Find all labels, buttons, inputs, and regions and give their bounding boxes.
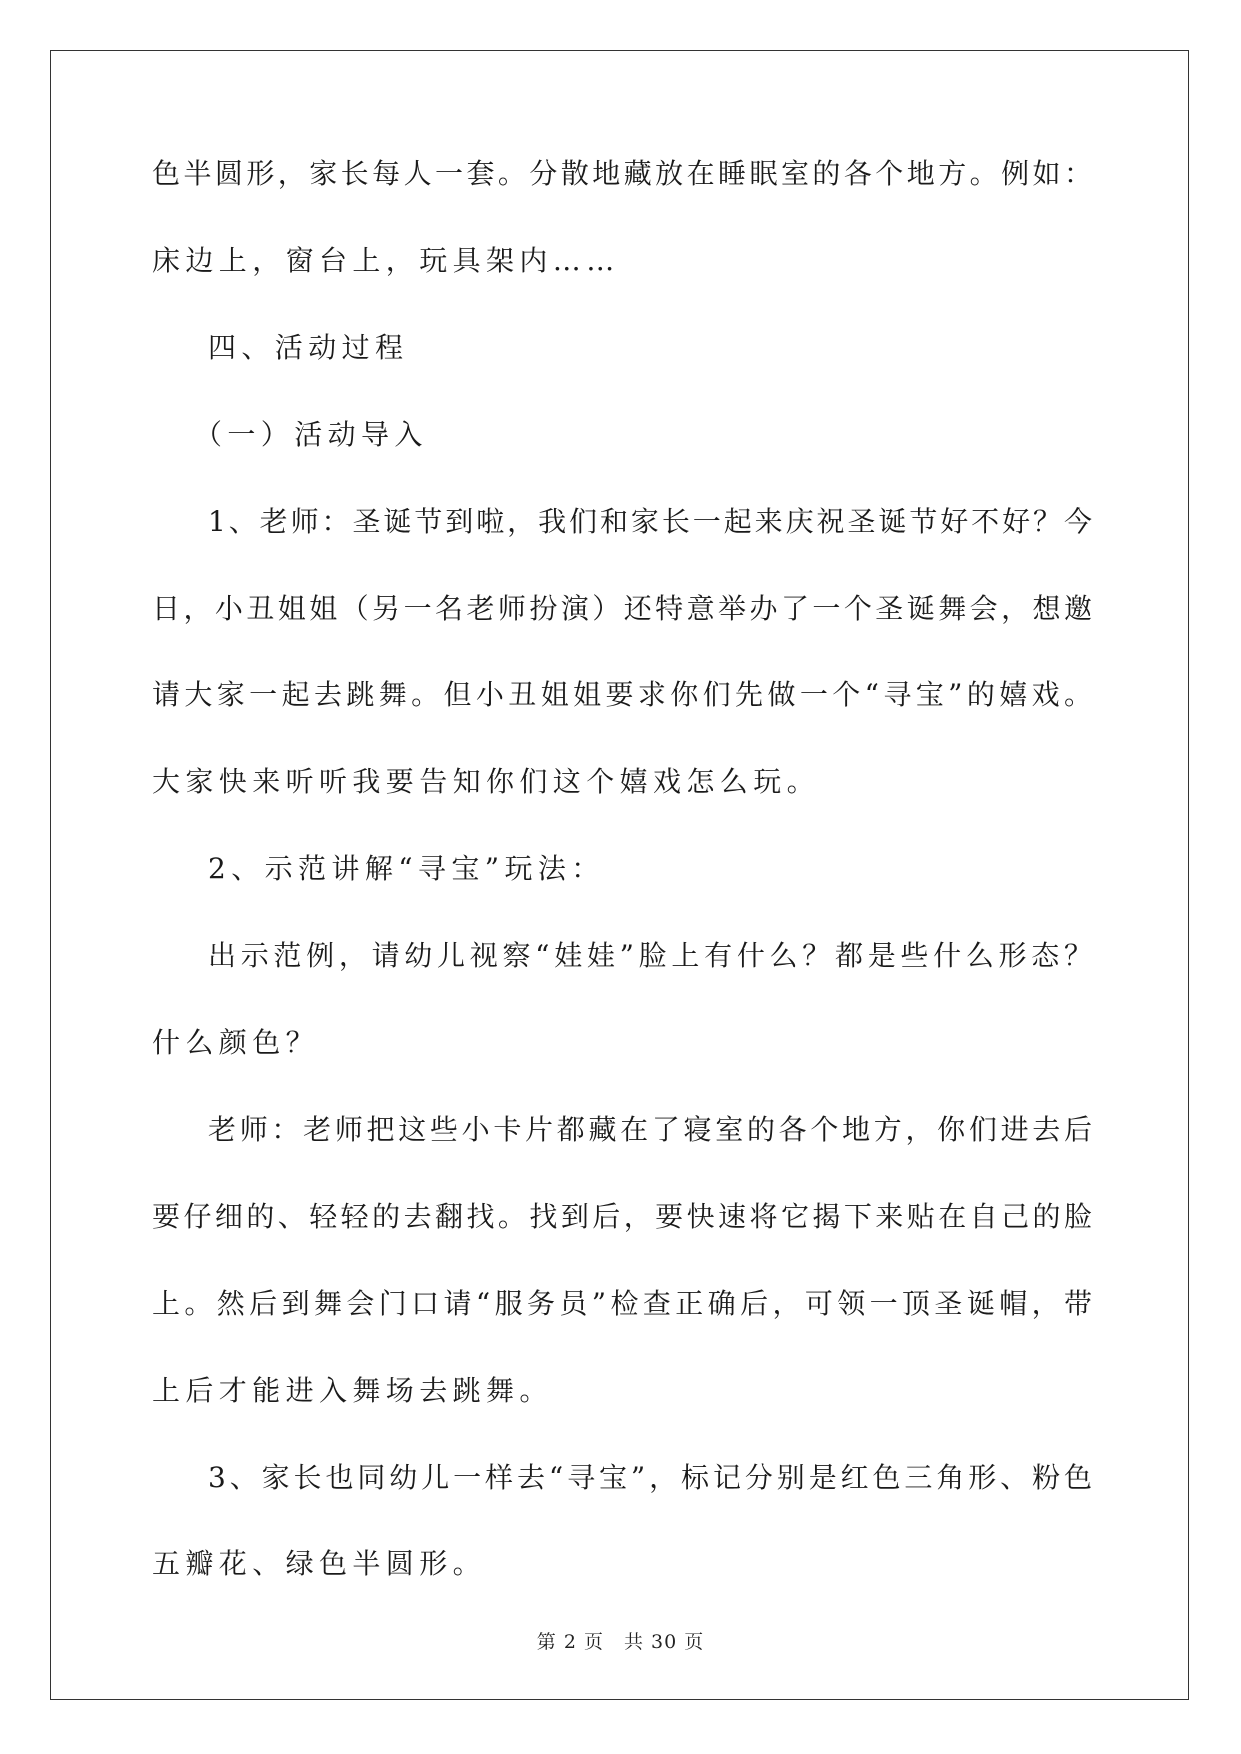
subsection-heading: （一）活动导入 — [194, 418, 428, 451]
page-footer — [0, 1630, 1241, 1654]
paragraph-line: 1、老师：圣诞节到啦，我们和家长一起来庆祝圣诞节好不好？今 — [208, 505, 1092, 538]
paragraph-line: 上。然后到舞会门口请“服务员”检查正确后，可领一顶圣诞帽，带 — [152, 1287, 1092, 1320]
paragraph-line: 2、示范讲解“寻宝”玩法： — [208, 852, 605, 885]
paragraph-line: 老师：老师把这些小卡片都藏在了寝室的各个地方，你们进去后 — [208, 1113, 1092, 1146]
paragraph-line: 日，小丑姐姐（另一名老师扮演）还特意举办了一个圣诞舞会，想邀 — [152, 592, 1092, 625]
paragraph-line: 床边上，窗台上，玩具架内…… — [152, 244, 620, 277]
paragraph-line: 大家快来听听我要告知你们这个嬉戏怎么玩。 — [152, 765, 821, 798]
page-total: 共 30 页 — [623, 1631, 705, 1653]
paragraph-line: 什么颜色？ — [152, 1026, 320, 1059]
paragraph-line: 出示范例，请幼儿视察“娃娃”脸上有什么？都是些什么形态？ — [208, 939, 1092, 972]
paragraph-line: 请大家一起去跳舞。但小丑姐姐要求你们先做一个“寻宝”的嬉戏。 — [152, 678, 1092, 711]
page-number: 第 2 页 — [536, 1631, 604, 1653]
paragraph-line: 要仔细的、轻轻的去翻找。找到后，要快速将它揭下来贴在自己的脸 — [152, 1200, 1092, 1233]
paragraph-line: 五瓣花、绿色半圆形。 — [152, 1547, 487, 1580]
paragraph-line: 上后才能进入舞场去跳舞。 — [152, 1374, 553, 1407]
paragraph-line: 3、家长也同幼儿一样去“寻宝”，标记分别是红色三角形、粉色 — [208, 1461, 1092, 1494]
section-heading: 四、活动过程 — [208, 331, 409, 364]
paragraph-line: 色半圆形，家长每人一套。分散地藏放在睡眠室的各个地方。例如： — [152, 157, 1092, 190]
